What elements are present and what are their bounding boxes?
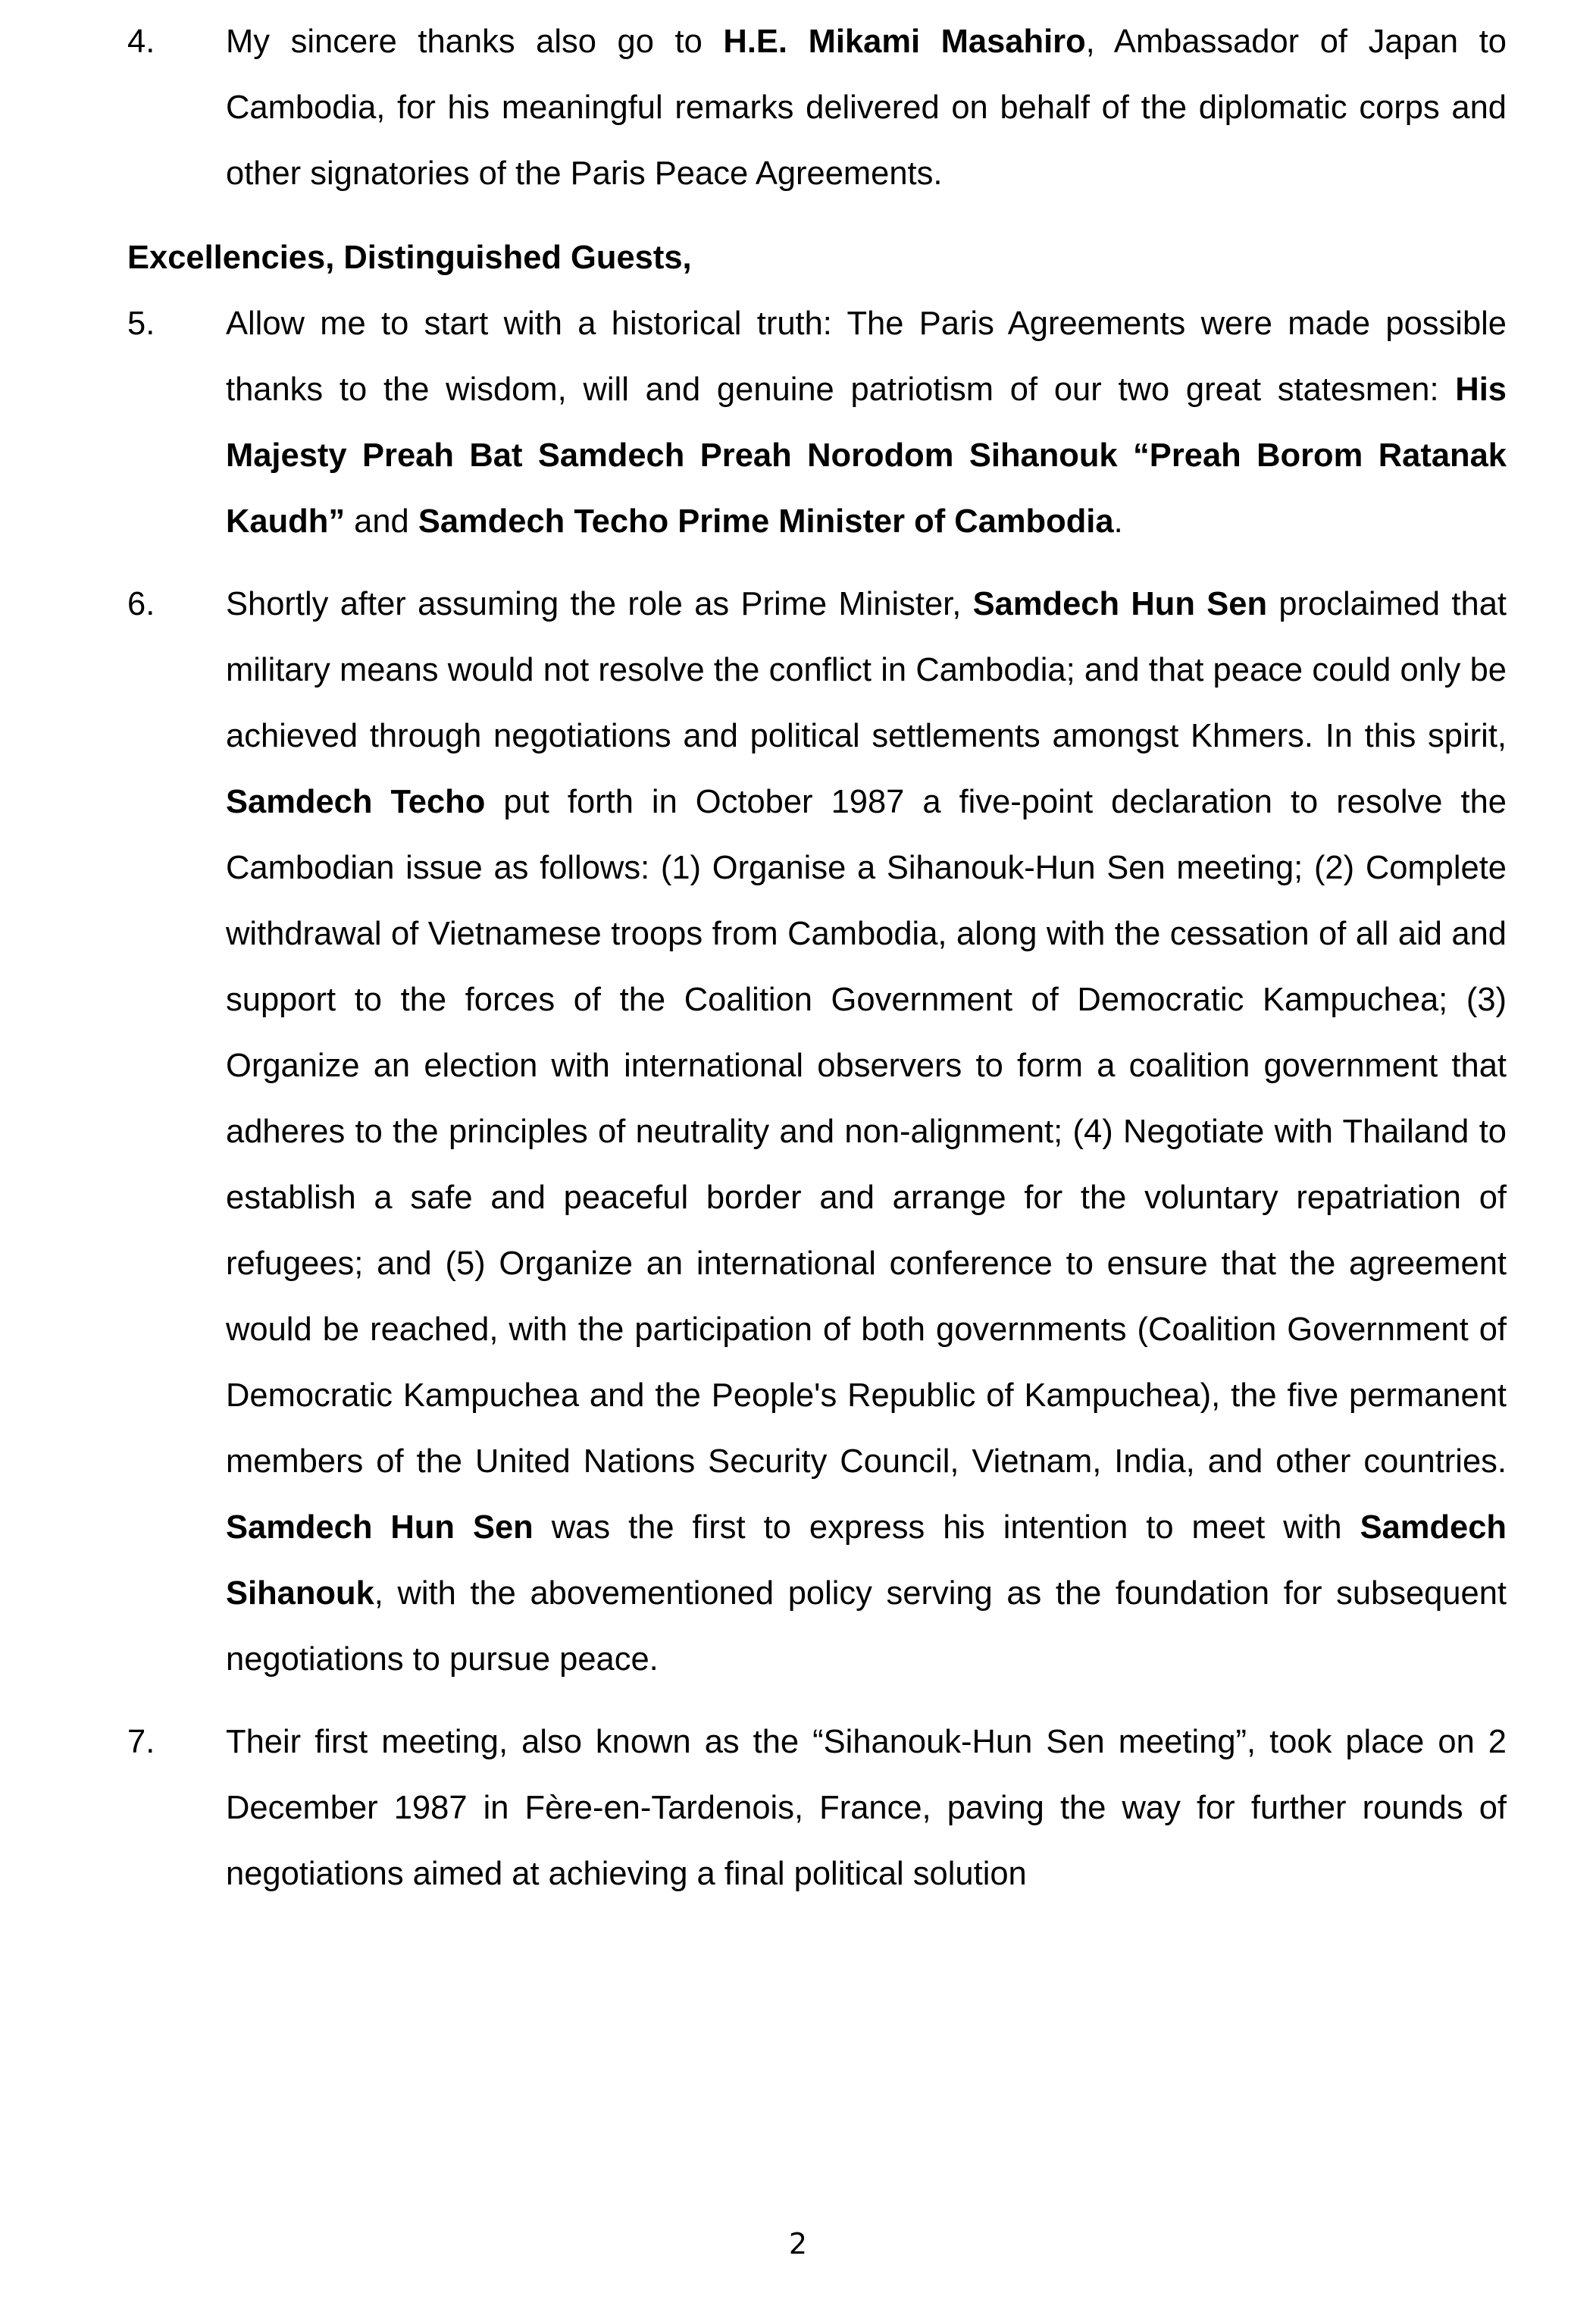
document-body bbox=[127, 9, 1507, 1907]
paragraph-number: 6. bbox=[127, 586, 155, 622]
bold-name: Samdech Techo Prime Minister of Cambodia bbox=[418, 503, 1114, 540]
text-segment: proclaimed that military means would not resolve the conflict in Cambodia; and that peace could only be achieved through negotiations and political settlements amongst Khmers. In this spirit, bbox=[226, 586, 1507, 754]
paragraph-number: 7. bbox=[127, 1724, 155, 1760]
bold-name: His Majesty Preah Bat Samdech Preah Norodom Sihanouk “Preah Borom Ratanak Kaudh” bbox=[226, 371, 1507, 540]
paragraph-6 bbox=[127, 572, 1507, 1693]
text-segment: Their first meeting, also known as the “Sihanouk-Hun Sen meeting”, took place on 2 December 1987 in Fère-en-Tardenois, France, paving the way for further rounds of negotiations aimed at achieving a final political solution bbox=[226, 1724, 1507, 1892]
text-segment: My sincere thanks also go to bbox=[226, 23, 724, 60]
paragraph-number: 5. bbox=[127, 305, 155, 342]
paragraph-text bbox=[226, 572, 1507, 1693]
paragraph-7 bbox=[127, 1709, 1507, 1907]
paragraph-5 bbox=[127, 291, 1507, 555]
text-segment: , Ambassador of Japan to Cambodia, for his meaningful remarks delivered on behalf of the diplomatic corps and other signatories of the Paris Peace Agreements. bbox=[226, 23, 1507, 192]
text-segment: , with the abovementioned policy serving as the foundation for subsequent negotiations to pursue peace. bbox=[226, 1575, 1507, 1678]
text-segment: was the first to express his intention to meet with bbox=[533, 1509, 1360, 1546]
page-number: 2 bbox=[788, 2227, 808, 2260]
bold-name: Samdech Hun Sen bbox=[972, 586, 1268, 622]
text-segment: and bbox=[345, 503, 418, 540]
bold-name: Samdech Hun Sen bbox=[226, 1509, 534, 1546]
paragraph-text bbox=[226, 291, 1507, 555]
bold-name: H.E. Mikami Masahiro bbox=[723, 23, 1086, 60]
bold-name: Samdech Sihanouk bbox=[226, 1509, 1507, 1612]
paragraph-number: 4. bbox=[127, 23, 155, 60]
salutation: Excellencies, Distinguished Guests, bbox=[127, 240, 692, 276]
paragraph-text bbox=[226, 9, 1507, 207]
text-segment: Allow me to start with a historical truth: The Paris Agreements were made possible thanks to the wisdom, will and genuine patriotism of our two great statesmen: bbox=[226, 305, 1507, 408]
bold-name: Samdech Techo bbox=[226, 784, 486, 820]
text-segment: Shortly after assuming the role as Prime Minister, bbox=[226, 586, 973, 622]
paragraph-text bbox=[226, 1709, 1507, 1907]
paragraph-4 bbox=[127, 9, 1507, 207]
text-segment: . bbox=[1113, 503, 1123, 540]
text-segment: put forth in October 1987 a five-point declaration to resolve the Cambodian issue as follows: (1) Organise a Sihanouk-Hun Sen meeting; (2) Complete withdrawal of Vietnamese troops from Cambodia, along with the cessation of all aid and support to the forces of the Coalition Government of Democratic Kampuchea; (3) Organize an election with international observers to form a coalition government that adheres to the principles of neutrality and non-alignment; (4) Negotiate with Thailand to establish a safe and peaceful border and arrange for the voluntary repatriation of refugees; and (5) Organize an international conference to ensure that the agreement would be reached, with the participation of both governments (Coalition Government of Democratic Kampuchea and the People's Republic of Kampuchea), the five permanent members of the United Nations Security Council, Vietnam, India, and other countries. bbox=[226, 784, 1507, 1480]
